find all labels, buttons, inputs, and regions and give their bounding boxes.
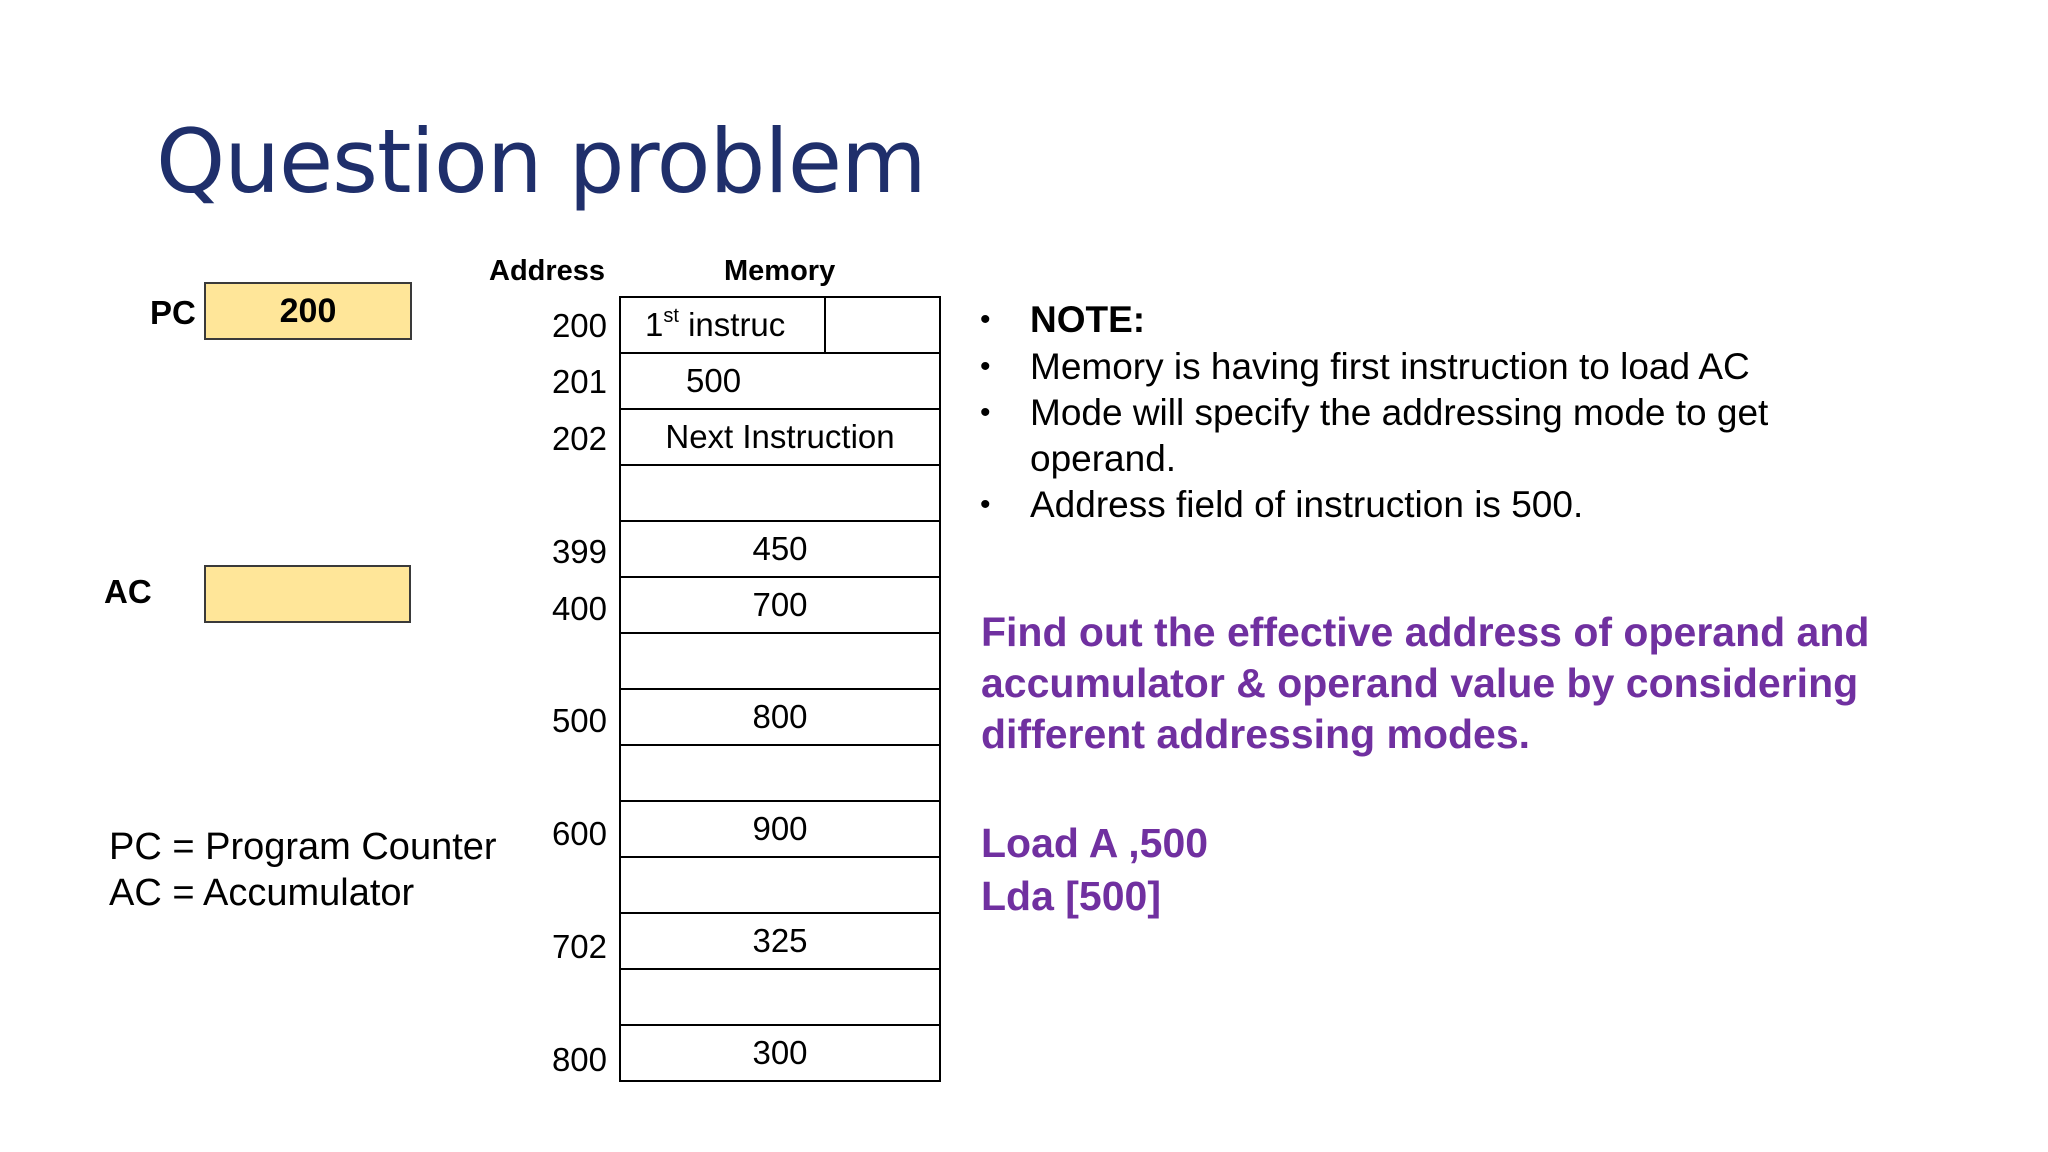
address-label: 702 xyxy=(551,928,607,965)
cell-divider xyxy=(824,298,826,352)
address-label: 600 xyxy=(551,815,607,852)
first-instruction-suffix: st xyxy=(663,305,679,327)
memory-cell-empty xyxy=(619,968,941,1026)
memory-cell-empty xyxy=(619,744,941,802)
first-instruction-text xyxy=(645,298,785,352)
memory-cell-empty xyxy=(619,464,941,522)
address-label: 200 xyxy=(551,307,607,344)
address-header: Address xyxy=(489,255,606,287)
instruction-line: Load A ,500 xyxy=(981,820,1209,866)
instruction-line: Lda [500] xyxy=(981,873,1161,919)
bullet-icon: • xyxy=(980,396,991,429)
memory-cell-399: 450 xyxy=(619,520,941,578)
question-text: Find out the effective address of operand and accumulator & operand value by considering different addressing modes. xyxy=(981,609,1870,757)
pc-register-box xyxy=(204,282,412,340)
memory-cell-800: 300 xyxy=(619,1024,941,1082)
bullet-icon: • xyxy=(980,303,991,336)
note-heading: NOTE: xyxy=(1030,299,1146,340)
note-item: Mode will specify the addressing mode to get operand. xyxy=(1030,392,1769,479)
memory-cell-500: 800 xyxy=(619,688,941,746)
memory-cell-400: 700 xyxy=(619,576,941,634)
legend-ac: AC = Accumulator xyxy=(109,872,415,914)
first-instruction-number: 1 xyxy=(645,306,664,343)
page-title: Question problem xyxy=(156,110,926,213)
address-label: 800 xyxy=(551,1041,607,1078)
ac-register-box xyxy=(204,565,411,623)
legend-pc: PC = Program Counter xyxy=(109,826,497,868)
address-label: 500 xyxy=(551,702,607,739)
memory-cell-600: 900 xyxy=(619,800,941,858)
bullet-icon: • xyxy=(980,350,991,383)
pc-value: 200 xyxy=(279,292,337,330)
address-label: 201 xyxy=(551,363,607,400)
memory-cell-200 xyxy=(619,296,941,354)
ac-label: AC xyxy=(104,573,152,610)
memory-cell-empty xyxy=(619,632,941,690)
memory-header: Memory xyxy=(724,255,836,287)
memory-cell-201: 500 xyxy=(619,352,941,410)
address-label: 202 xyxy=(551,420,607,457)
bullet-icon: • xyxy=(980,488,991,521)
first-instruction-rest: instruc xyxy=(678,306,786,343)
address-label: 400 xyxy=(551,590,607,627)
memory-cell-202: Next Instruction xyxy=(619,408,941,466)
memory-cell-empty xyxy=(619,856,941,914)
address-label: 399 xyxy=(551,533,607,570)
note-item: Memory is having first instruction to load AC xyxy=(1030,346,1750,387)
note-item: Address field of instruction is 500. xyxy=(1030,484,1584,525)
pc-label: PC xyxy=(150,294,196,331)
memory-cell-702: 325 xyxy=(619,912,941,970)
